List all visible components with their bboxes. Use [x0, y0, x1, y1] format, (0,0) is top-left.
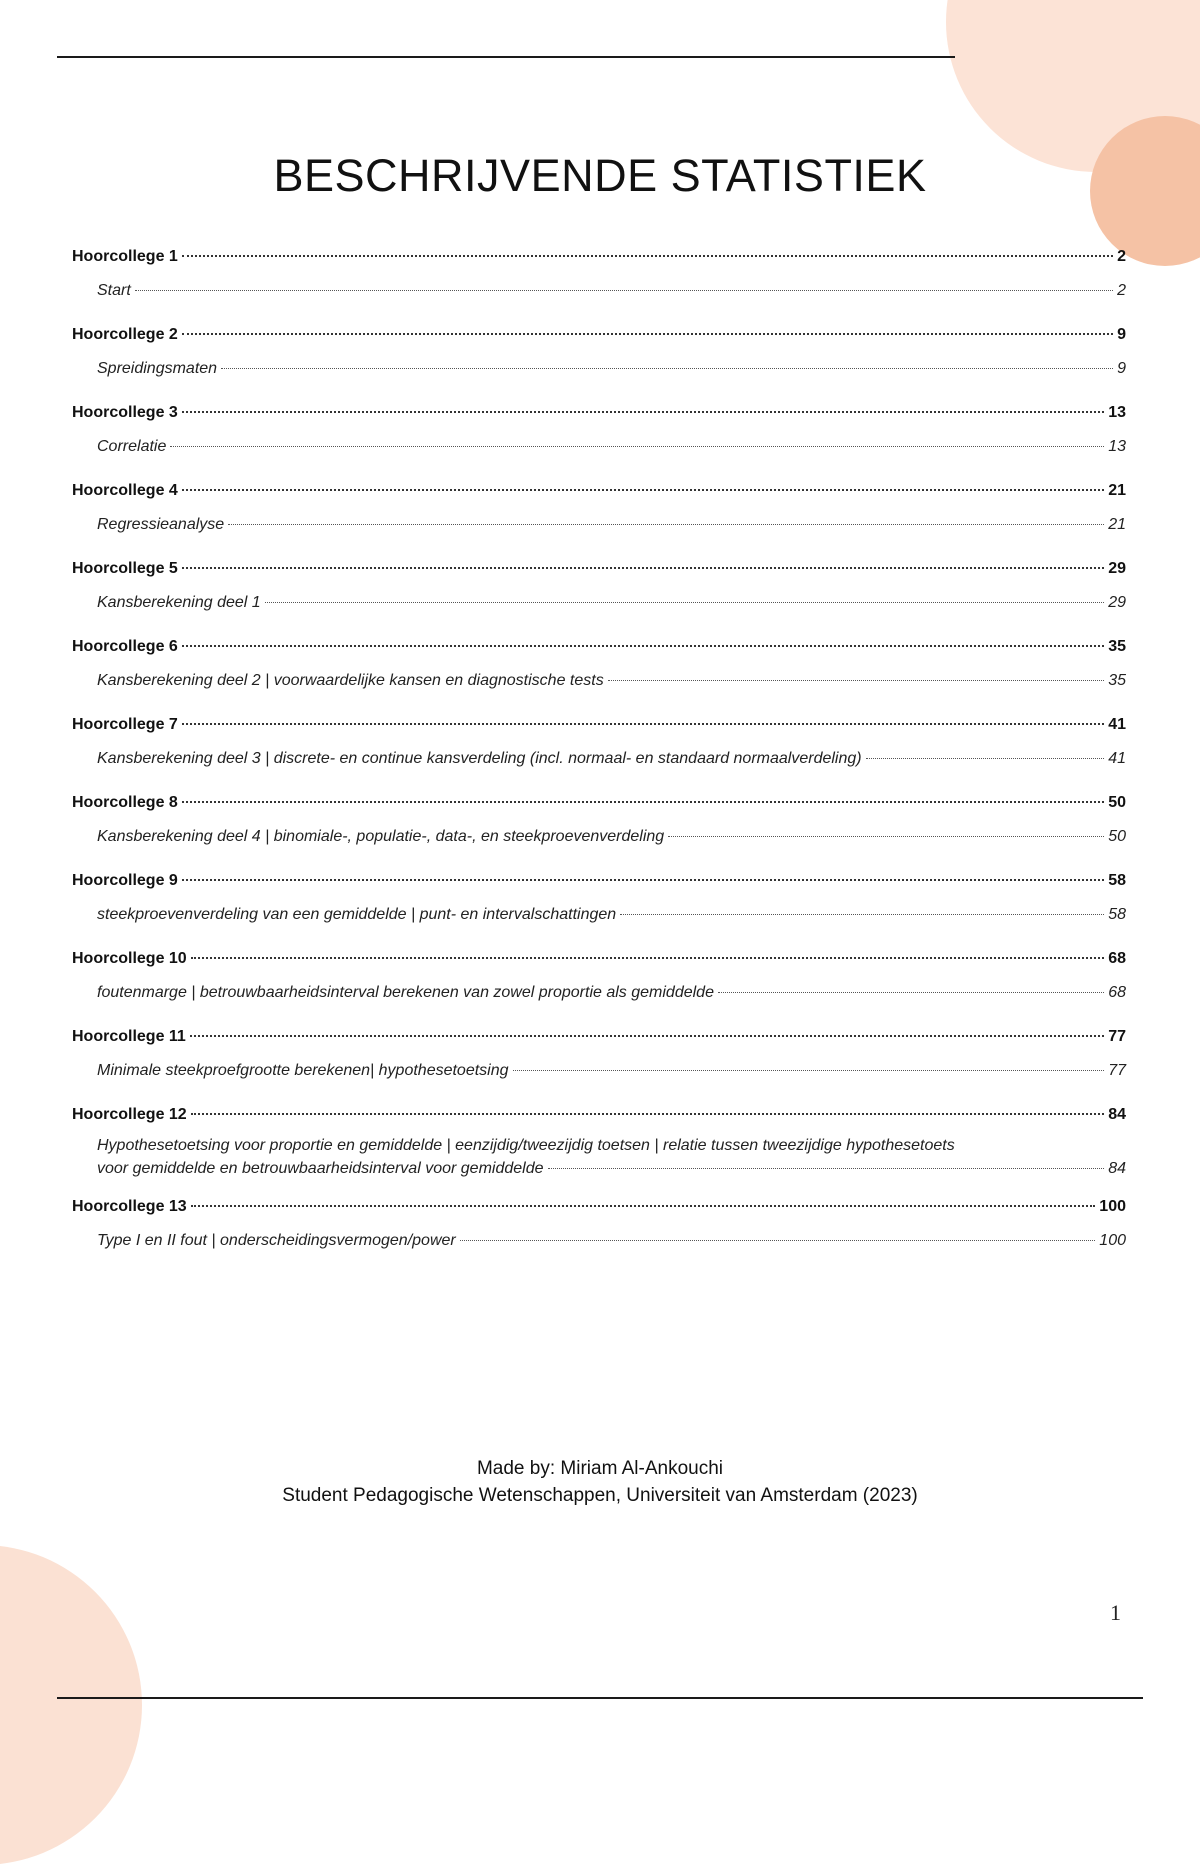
toc-entry-hoorcollege-2[interactable]: [72, 325, 1126, 345]
toc-subentry-start[interactable]: [72, 281, 1126, 301]
toc-subentry-page: 9: [1117, 360, 1126, 377]
toc-section: [72, 403, 1126, 457]
toc-subentry-label: Regressieanalyse: [97, 516, 225, 533]
document-title: BESCHRIJVENDE STATISTIEK: [273, 150, 927, 201]
toc-entry-hoorcollege-7[interactable]: [72, 715, 1126, 735]
toc-subentry-label: foutenmarge | betrouwbaarheidsinterval berekenen van zowel proportie als gemiddelde: [97, 984, 714, 1001]
author-credit: [0, 1455, 1200, 1509]
credit-author-line: Made by: Miriam Al-Ankouchi: [476, 1458, 724, 1479]
toc-subentry-label-line1: Hypothesetoetsing voor proportie en gemiddelde | eenzijdig/tweezijdig toetsen | relatie tussen tweezijdige hypothesetoets: [97, 1137, 955, 1154]
toc-subentry-label: Kansberekening deel 1: [97, 594, 261, 611]
toc-subentry-kansberekening-4[interactable]: [72, 827, 1126, 847]
dot-leader: [191, 1113, 1105, 1115]
toc-subentry-page: 50: [1108, 828, 1126, 845]
toc-subentry-page: 100: [1099, 1232, 1126, 1249]
dot-leader: [182, 411, 1104, 413]
toc-subentry-label: Kansberekening deel 3 | discrete- en continue kansverdeling (incl. normaal- en standaard normaalverdeling): [97, 750, 862, 767]
toc-subentry-kansberekening-2[interactable]: [72, 671, 1126, 691]
toc-entry-hoorcollege-13[interactable]: [72, 1197, 1126, 1217]
toc-subentry-spreidingsmaten[interactable]: [72, 359, 1126, 379]
toc-section: [72, 1197, 1126, 1251]
toc-subentry-page: 35: [1108, 672, 1126, 689]
toc-entry-page: 50: [1108, 794, 1126, 811]
toc-entry-hoorcollege-4[interactable]: [72, 481, 1126, 501]
toc-subentry-minimale-steekproefgrootte[interactable]: [72, 1061, 1126, 1081]
toc-subentry-label: Start: [97, 282, 131, 299]
toc-subentry-line2: [97, 1159, 1126, 1179]
dot-leader: [182, 723, 1104, 725]
bottom-rule: [57, 1697, 1143, 1699]
table-of-contents: [72, 247, 1126, 1275]
dot-leader: [668, 836, 1104, 837]
dot-leader: [191, 957, 1105, 959]
dot-leader: [228, 524, 1104, 525]
toc-entry-label: Hoorcollege 5: [72, 560, 178, 577]
toc-subentry-type-fout[interactable]: [72, 1231, 1126, 1251]
toc-entry-page: 100: [1099, 1198, 1126, 1215]
toc-subentry-label: Spreidingsmaten: [97, 360, 218, 377]
toc-section: [72, 793, 1126, 847]
dot-leader: [620, 914, 1104, 915]
toc-subentry-steekproevenverdeling[interactable]: [72, 905, 1126, 925]
toc-section: [72, 1105, 1126, 1179]
toc-subentry-label: steekproevenverdeling van een gemiddelde | punt- en intervalschattingen: [97, 906, 617, 923]
dot-leader: [191, 1205, 1096, 1207]
toc-entry-hoorcollege-1[interactable]: [72, 247, 1126, 267]
dot-leader: [182, 255, 1113, 257]
dot-leader: [460, 1240, 1096, 1241]
toc-subentry-label: Kansberekening deel 4 | binomiale-, populatie-, data-, en steekproevenverdeling: [97, 828, 665, 845]
toc-subentry-page: 21: [1108, 516, 1126, 533]
toc-subentry-label: Type I en II fout | onderscheidingsvermogen/power: [97, 1232, 456, 1249]
toc-entry-page: 29: [1108, 560, 1126, 577]
toc-entry-hoorcollege-8[interactable]: [72, 793, 1126, 813]
toc-entry-label: Hoorcollege 8: [72, 794, 178, 811]
toc-entry-page: 13: [1108, 404, 1126, 421]
toc-entry-label: Hoorcollege 11: [72, 1028, 186, 1045]
toc-entry-label: Hoorcollege 10: [72, 950, 187, 967]
toc-subentry-hypothesetoetsing[interactable]: [72, 1133, 1126, 1179]
toc-entry-page: 21: [1108, 482, 1126, 499]
toc-entry-page: 84: [1108, 1106, 1126, 1123]
dot-leader: [135, 290, 1113, 291]
toc-section: [72, 247, 1126, 301]
toc-subentry-page: 2: [1117, 282, 1126, 299]
toc-subentry-page: 41: [1108, 750, 1126, 767]
toc-subentry-page: 68: [1108, 984, 1126, 1001]
toc-entry-page: 77: [1108, 1028, 1126, 1045]
toc-entry-page: 9: [1117, 326, 1126, 343]
credit-affiliation-line: Student Pedagogische Wetenschappen, Universiteit van Amsterdam (2023): [282, 1485, 918, 1506]
decorative-circle-bottom: [0, 1545, 142, 1865]
toc-section: [72, 1027, 1126, 1081]
toc-subentry-label-line2: voor gemiddelde en betrouwbaarheidsinterval voor gemiddelde: [97, 1160, 544, 1177]
toc-subentry-foutenmarge[interactable]: [72, 983, 1126, 1003]
dot-leader: [182, 801, 1104, 803]
toc-entry-label: Hoorcollege 3: [72, 404, 178, 421]
toc-entry-label: Hoorcollege 1: [72, 248, 178, 265]
toc-subentry-label: Minimale steekproefgrootte berekenen| hypothesetoetsing: [97, 1062, 509, 1079]
toc-entry-label: Hoorcollege 4: [72, 482, 178, 499]
toc-section: [72, 481, 1126, 535]
toc-section: [72, 637, 1126, 691]
dot-leader: [548, 1168, 1105, 1169]
toc-subentry-page: 29: [1108, 594, 1126, 611]
dot-leader: [221, 368, 1113, 369]
toc-section: [72, 715, 1126, 769]
toc-entry-label: Hoorcollege 2: [72, 326, 178, 343]
dot-leader: [182, 489, 1104, 491]
toc-subentry-regressieanalyse[interactable]: [72, 515, 1126, 535]
toc-subentry-label: Correlatie: [97, 438, 167, 455]
toc-entry-hoorcollege-6[interactable]: [72, 637, 1126, 657]
toc-subentry-kansberekening-1[interactable]: [72, 593, 1126, 613]
toc-entry-page: 58: [1108, 872, 1126, 889]
toc-entry-page: 35: [1108, 638, 1126, 655]
toc-entry-label: Hoorcollege 13: [72, 1198, 187, 1215]
toc-entry-label: Hoorcollege 6: [72, 638, 178, 655]
toc-entry-hoorcollege-12[interactable]: [72, 1105, 1126, 1125]
toc-subentry-label: Kansberekening deel 2 | voorwaardelijke kansen en diagnostische tests: [97, 672, 604, 689]
toc-entry-hoorcollege-10[interactable]: [72, 949, 1126, 969]
toc-entry-page: 68: [1108, 950, 1126, 967]
toc-entry-label: Hoorcollege 9: [72, 872, 178, 889]
dot-leader: [718, 992, 1104, 993]
toc-subentry-kansberekening-3[interactable]: [72, 749, 1126, 769]
toc-entry-hoorcollege-3[interactable]: [72, 403, 1126, 423]
toc-entry-hoorcollege-5[interactable]: [72, 559, 1126, 579]
toc-entry-page: 2: [1117, 248, 1126, 265]
dot-leader: [265, 602, 1105, 603]
dot-leader: [182, 567, 1104, 569]
toc-subentry-correlatie[interactable]: [72, 437, 1126, 457]
dot-leader: [170, 446, 1104, 447]
toc-section: [72, 325, 1126, 379]
dot-leader: [513, 1070, 1105, 1071]
toc-entry-page: 41: [1108, 716, 1126, 733]
toc-section: [72, 871, 1126, 925]
toc-subentry-page: 77: [1108, 1062, 1126, 1079]
dot-leader: [866, 758, 1105, 759]
dot-leader: [608, 680, 1105, 681]
dot-leader: [182, 333, 1113, 335]
toc-subentry-page: 13: [1108, 438, 1126, 455]
top-rule: [57, 56, 955, 58]
toc-entry-label: Hoorcollege 7: [72, 716, 178, 733]
toc-subentry-page: 84: [1108, 1160, 1126, 1177]
dot-leader: [182, 879, 1104, 881]
dot-leader: [190, 1035, 1104, 1037]
toc-entry-hoorcollege-11[interactable]: [72, 1027, 1126, 1047]
toc-section: [72, 949, 1126, 1003]
toc-entry-hoorcollege-9[interactable]: [72, 871, 1126, 891]
toc-subentry-page: 58: [1108, 906, 1126, 923]
page-number: 1: [1110, 1600, 1121, 1625]
dot-leader: [182, 645, 1104, 647]
toc-section: [72, 559, 1126, 613]
toc-entry-label: Hoorcollege 12: [72, 1106, 187, 1123]
